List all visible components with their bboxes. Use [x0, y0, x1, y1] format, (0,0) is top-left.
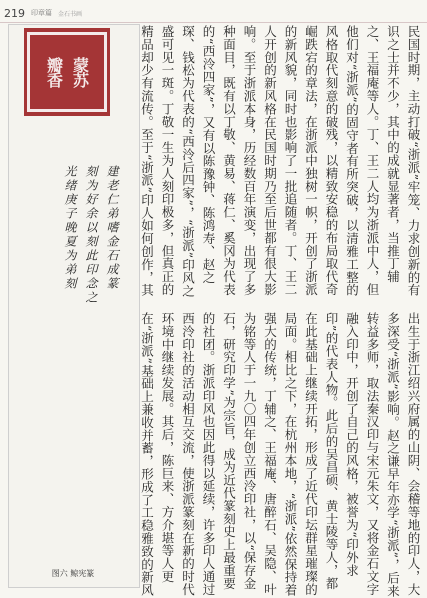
side-inscription [13, 165, 119, 465]
figure-panel [8, 24, 140, 588]
figure-caption: 图六 鲸宪篆 [51, 569, 95, 578]
inscription-line-2: 刻为好余以刻此印念之 [84, 165, 98, 305]
book-title: 金石书画 [58, 10, 83, 18]
seal-border [27, 32, 107, 112]
inscription-line-3: 光绪庚子晚夏为弟刻 [63, 165, 77, 291]
page-header [4, 6, 82, 20]
page-number: 219 [4, 6, 25, 20]
seal-image [24, 28, 110, 116]
body-text-upper: 民国时期，主动打破“浙派”牢笼、力求创新的有识之士并不少，其中的成就显著者，当推丁辅之、王福庵等人。丁、王二人均为浙派中人，但他们对“浙派”的固守者有所突破，以清雅工整的风格取代刻意的破残，以精致安稳的布局取代奇崛跌宕的章法，在浙派中独树一帜，开创了浙派的新风貌，同时也影响了一批追随者。丁、王二人开创的新风格在民国时期乃至后世都有很大影响。至于浙派本身，历经数百年演变，出现了多种面目，既有以丁敬、黄易、蒋仁、奚冈为代表的“西泠四家”，又有以陈豫钟、陈鸿寿、赵之琛、钱松为代表的“西泠后四家”，“浙派”印风之盛可见一斑。丁敬一生为人刻印极多，但真正的精品却少有流传。至于“浙派”印人如何创作，其 [139, 25, 421, 298]
section-title: 印章篇 [31, 9, 52, 17]
body-text-lower: 出生于浙江绍兴府属的山阴、会稽等地的印人，大多深受“浙派”影响。赵之谦早年亦学“浙派”，后来转益多师，取法秦汉印与宋元朱文，又将金石文字融入印中，开创了自己的风格，被誉为“印外求印”的代表人物。此后的吴昌硕、黄士陵等人，都在此基础上继续开拓，形成了近代印坛群星璀璨的局面。相比之下，在杭州本地，“浙派”依然保持着强大的传统，丁辅之、王福庵、唐醉石、吴隐、叶为铭等人于一九〇四年创立西泠印社，以“保存金石，研究印学”为宗旨，成为近代篆刻史上最重要的社团。浙派印风也因此得以延续，许多印人通过西泠印社的活动相互交流，使浙派篆刻在新的时代环境中继续发展。其后，陈巨来、方介堪等人更在“浙派”基础上兼收并蓄，形成了工稳雅致的新风 [139, 312, 421, 598]
inscription-line-1: 建老仁弟嗜金石成篆 [105, 165, 119, 291]
seal-text-right: 瓣香 [44, 57, 64, 87]
seal-text-left: 蒙苏 [70, 57, 90, 87]
header-rule [0, 22, 427, 23]
